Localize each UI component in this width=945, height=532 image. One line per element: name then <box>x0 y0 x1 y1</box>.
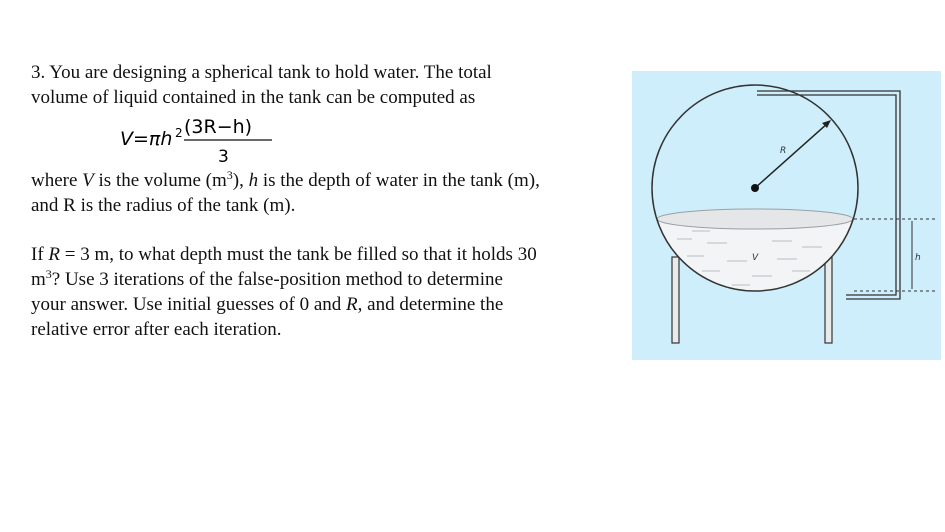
water-surface <box>657 209 853 229</box>
label-h: h <box>915 253 921 263</box>
volume-formula <box>120 116 280 166</box>
formula-numerator: (3R−h) <box>184 116 253 138</box>
problem-line-2: volume of liquid contained in the tank can be computed as <box>31 87 476 108</box>
formula-denominator: 3 <box>218 147 229 167</box>
label-r: R <box>780 146 787 156</box>
problem-if-line: If R = 3 m, to what depth must the tank be filled so that it holds 30 <box>31 244 537 265</box>
problem-last-line: relative error after each iteration. <box>31 319 282 340</box>
problem-where-line: where V is the volume $(m^3)$, h is the depth of water in the tank (m), <box>31 168 540 191</box>
problem-guess-line: your answer. Use initial guesses of 0 and R, and determine the <box>31 294 504 315</box>
left-leg <box>672 257 679 343</box>
formula-lhs: V=πh <box>120 128 173 150</box>
problem-radius-line: and R is the radius of the tank (m). <box>31 195 296 216</box>
problem-m3-line: $m^3$? Use 3 iterations of the false-position method to determine <box>31 267 503 290</box>
spherical-tank-figure <box>632 71 941 360</box>
right-leg <box>825 257 832 343</box>
problem-line-1: 3. You are designing a spherical tank to hold water. The total <box>31 62 492 83</box>
label-v: V <box>752 253 759 263</box>
formula-exponent: 2 <box>175 126 183 140</box>
center-point <box>751 184 759 192</box>
